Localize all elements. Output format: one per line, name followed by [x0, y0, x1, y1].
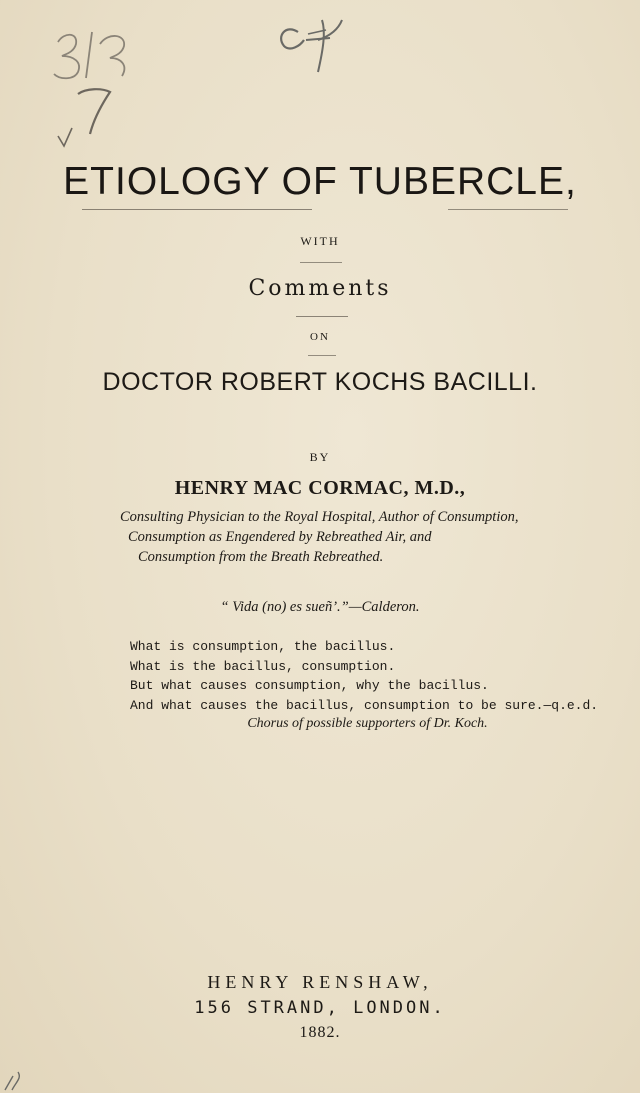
handwritten-mark-top	[268, 10, 358, 80]
divider-short-2	[296, 316, 348, 317]
comments-label: Comments	[248, 276, 392, 301]
verse-line: But what causes consumption, why the bacillus.	[130, 678, 489, 693]
credentials-line-2: Consumption as Engendered by Rebreathed Air, and	[128, 529, 432, 545]
title-underline-left	[82, 209, 312, 210]
handwritten-mark-bottom	[2, 1068, 26, 1092]
by-label: BY	[309, 450, 331, 464]
publisher-name: HENRY RENSHAW,	[207, 972, 433, 992]
credentials-line-1: Consulting Physician to the Royal Hospital, Author of Consumption,	[120, 509, 519, 525]
handwritten-numbers-left	[48, 18, 138, 148]
divider-short	[300, 262, 342, 263]
verse-line: What is consumption, the bacillus.	[130, 639, 396, 654]
credentials-line-3: Consumption from the Breath Rebreathed.	[138, 549, 384, 565]
publication-year: 1882.	[299, 1024, 341, 1041]
title-underline-right	[448, 209, 568, 210]
book-title: ETIOLOGY OF TUBERCLE,	[63, 160, 577, 203]
author-name: HENRY MAC CORMAC, M.D.,	[174, 477, 466, 499]
verse-line: And what causes the bacillus, consumption to be sure.—q.e.d.	[130, 697, 599, 713]
subject-line: DOCTOR ROBERT KOCHS BACILLI.	[102, 368, 538, 396]
verse-line: What is the bacillus, consumption.	[130, 658, 396, 674]
chorus-attribution: Chorus of possible supporters of Dr. Koch.	[247, 716, 488, 731]
divider-short-3	[308, 355, 336, 356]
publisher-address: 156 STRAND, LONDON.	[194, 998, 446, 1018]
epigraph: “ Vida (no) es sueñ’.”—Calderon.	[220, 599, 420, 615]
on-label: ON	[310, 331, 330, 343]
verse-block	[130, 637, 640, 715]
with-label: WITH	[300, 234, 340, 248]
